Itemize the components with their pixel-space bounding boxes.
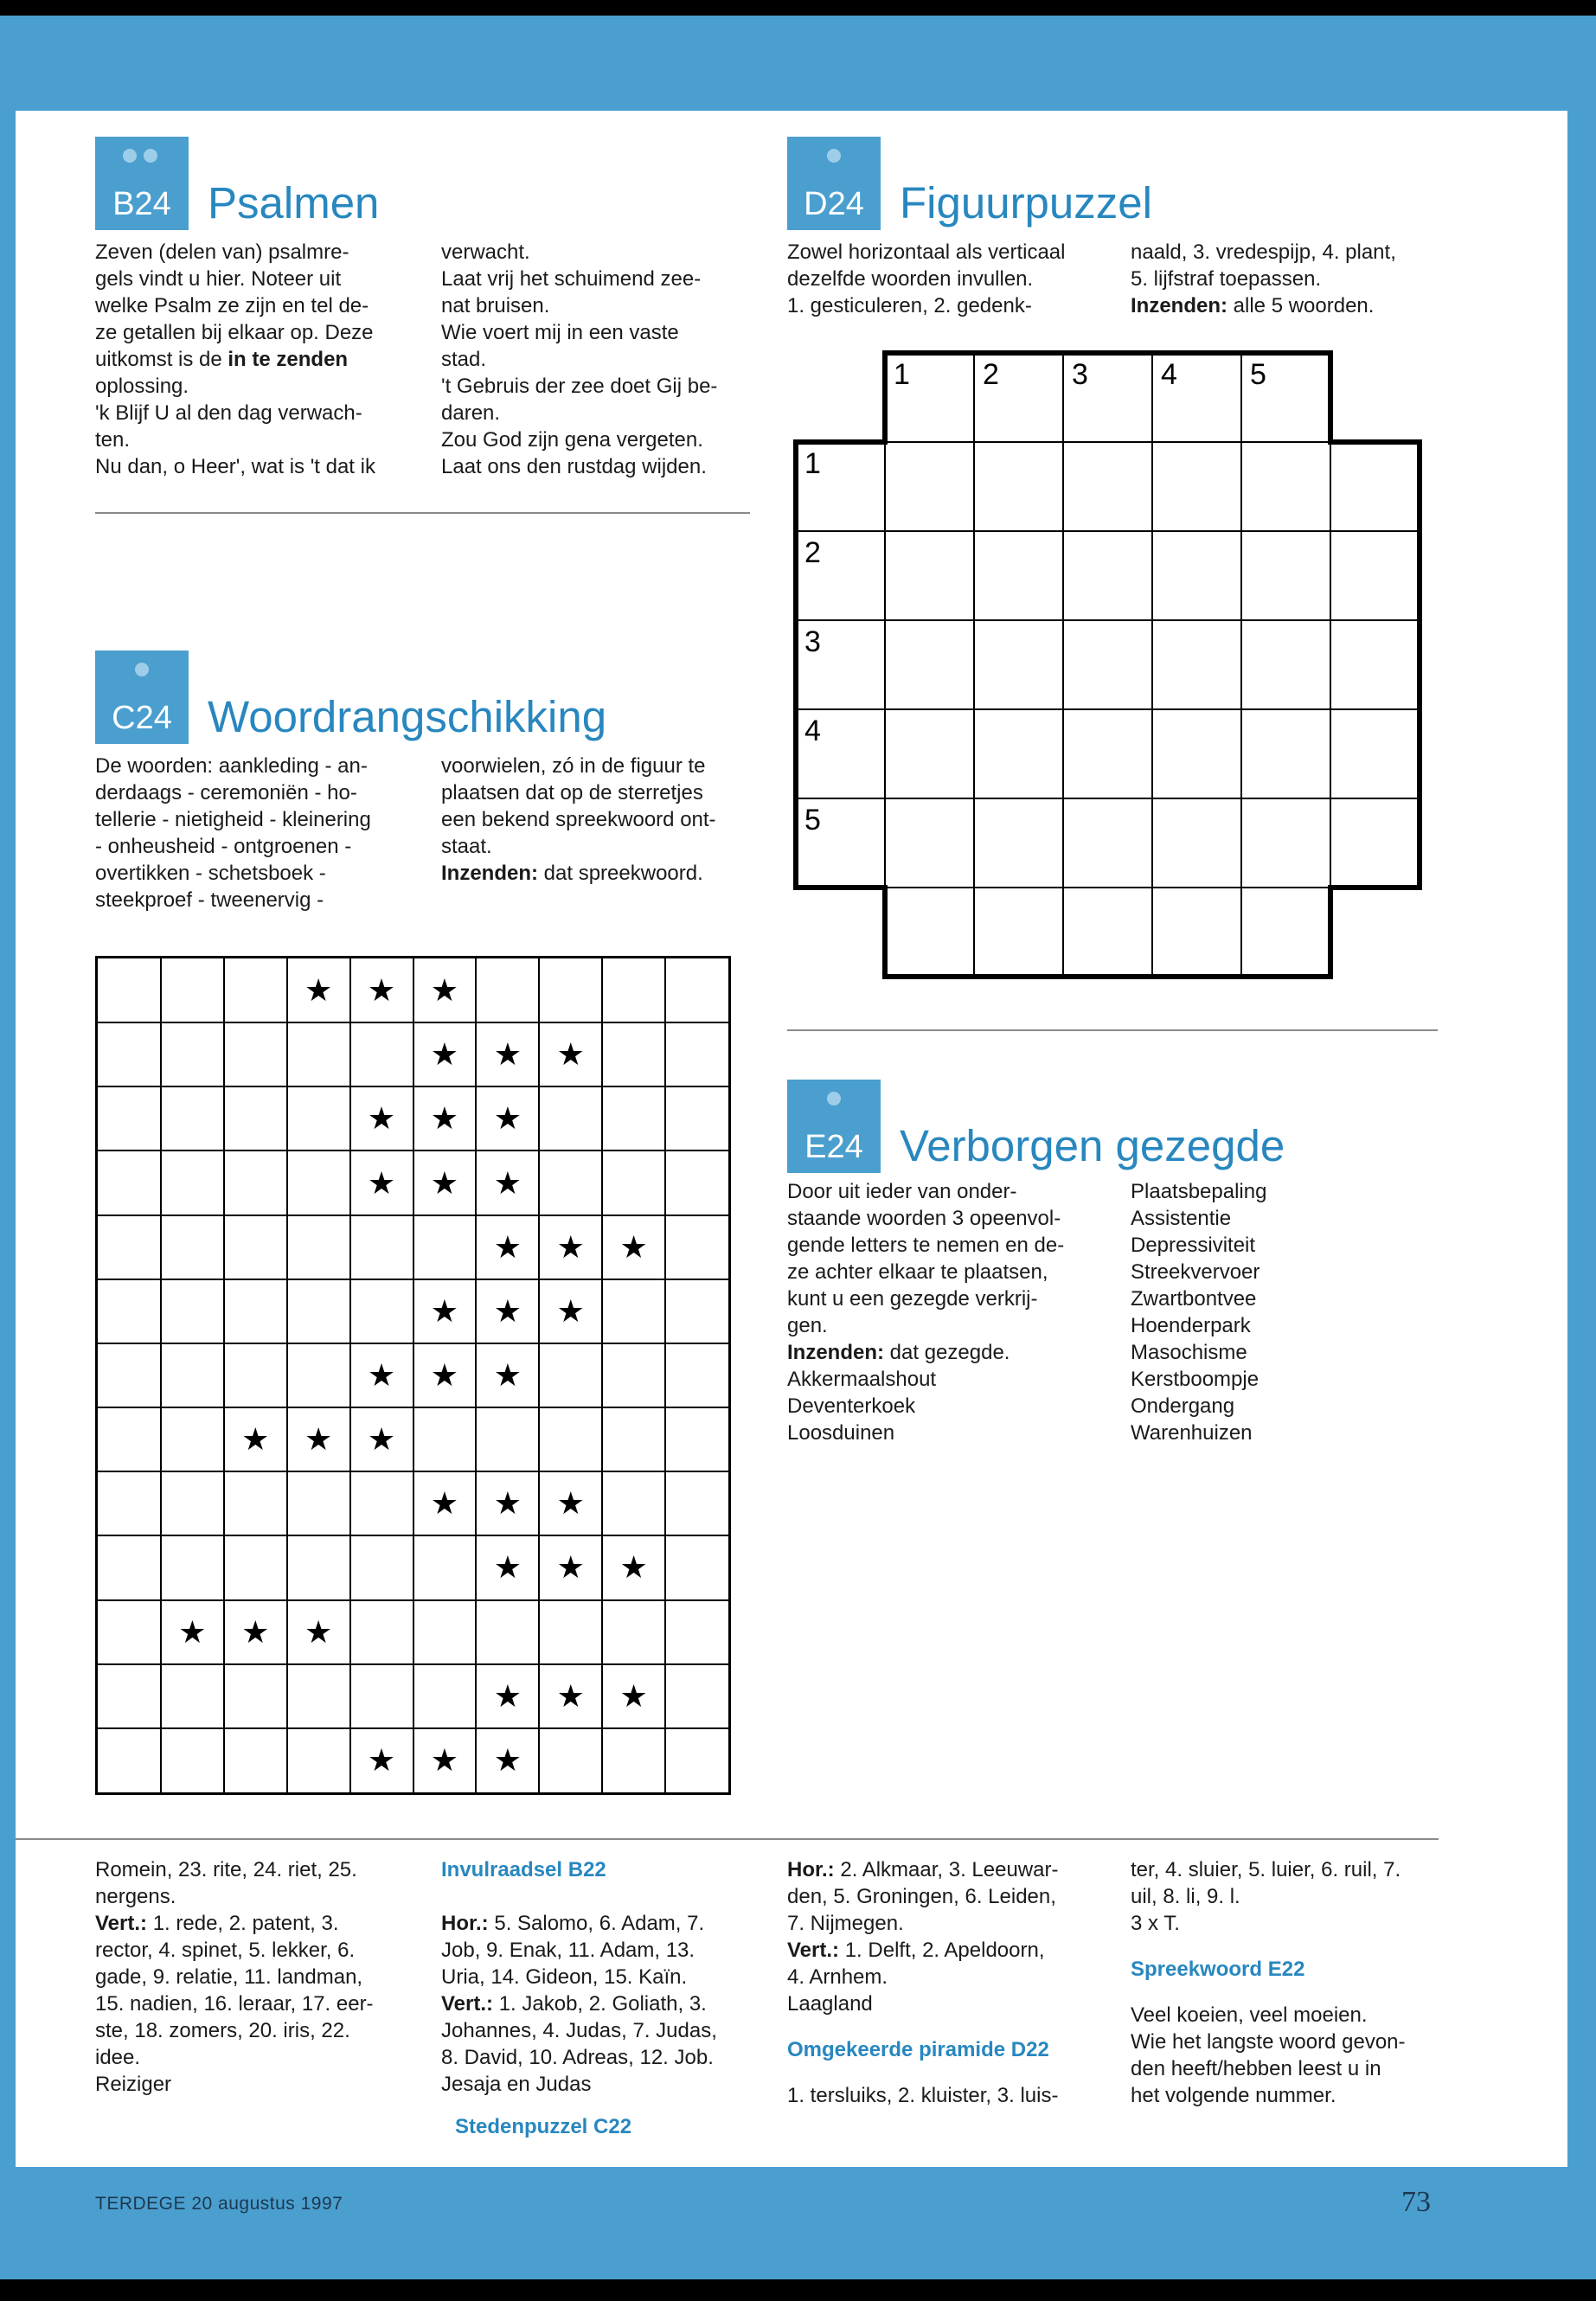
- grid-number: 3: [1072, 358, 1088, 391]
- grid-line: [98, 1215, 728, 1216]
- page-frame-top: [0, 0, 1596, 16]
- star-icon: ★: [430, 1292, 459, 1329]
- grid-border: [882, 350, 1333, 356]
- grid-cell[interactable]: [1330, 442, 1420, 531]
- grid-line: [160, 958, 162, 1792]
- grid-cell[interactable]: [1152, 888, 1241, 977]
- star-icon: ★: [619, 1677, 648, 1714]
- e24-word: Masochisme: [1131, 1341, 1247, 1364]
- grid-cell[interactable]: [1330, 709, 1420, 798]
- grid-border: [793, 885, 888, 890]
- solutions-col3: Hor.: 2. Alkmaar, 3. Leeuwar- den, 5. Groningen, 6. Leiden, 7. Nijmegen. Vert.: 1. Delft, 2. Apeldoorn, 4. Arnhem. Laagland Omgekeerde piramide D22 1. tersluiks, 2. kluister, 3. luis-: [787, 1856, 1125, 2109]
- solutions-col2: Invulraadsel B22 Hor.: 5. Salomo, 6. Adam, 7. Job, 9. Enak, 11. Adam, 13. Uria, 14. Gideon, 15. Kaïn. Vert.: 1. Jakob, 2. Goliath, 3. Johannes, 4. Judas, 7. Judas, 8. David, 10. Adreas, 12. Job. Jesaja en Judas Stedenpuzzel C22: [441, 1856, 761, 2140]
- c24-text-col1: De woorden: aankleding - an- derdaags - ceremoniën - ho- tellerie - nietigheid - kleinering - onheusheid - ontgroenen - overtikken - schetsboek - steekproef - tweenervig -: [95, 754, 371, 912]
- star-icon: ★: [367, 972, 396, 1009]
- grid-line: [286, 958, 288, 1792]
- grid-cell[interactable]: [974, 531, 1063, 620]
- star-icon: ★: [493, 1741, 522, 1778]
- solution-heading: Spreekwoord E22: [1131, 1958, 1305, 1981]
- star-icon: ★: [367, 1741, 396, 1778]
- d24-text-col1: Zowel horizontaal als verticaal dezelfde woorden invullen. 1. gesticuleren, 2. gedenk-: [787, 240, 1066, 317]
- e24-word: Zwartbontvee: [1131, 1287, 1257, 1311]
- grid-line: [98, 1086, 728, 1087]
- grid-border: [1328, 350, 1333, 445]
- grid-cell[interactable]: [1063, 531, 1152, 620]
- grid-line: [98, 1022, 728, 1023]
- grid-cell[interactable]: [1063, 798, 1152, 888]
- e24-word: Plaatsbepaling: [1131, 1180, 1267, 1203]
- star-icon: ★: [556, 1228, 585, 1265]
- grid-number: 2: [983, 358, 999, 391]
- grid-border: [793, 439, 798, 890]
- b24-text-col2: verwacht. Laat vrij het schuimend zee- nat bruisen. Wie voert mij in een vaste stad. 't Gebruis der zee doet Gij be- daren. Zou God zijn gena vergeten. Laat ons den rustdag wijden.: [441, 240, 718, 478]
- star-icon: ★: [430, 1485, 459, 1522]
- grid-cell[interactable]: [974, 442, 1063, 531]
- d24-header: [787, 137, 1152, 230]
- grid-cell[interactable]: [1241, 888, 1330, 977]
- grid-line: [223, 958, 225, 1792]
- grid-border: [793, 439, 888, 445]
- grid-cell[interactable]: [1152, 709, 1241, 798]
- e24-word: Warenhuizen: [1131, 1421, 1253, 1445]
- grid-number: 1: [804, 447, 821, 480]
- star-icon: ★: [493, 1292, 522, 1329]
- solution-heading: Stedenpuzzel C22: [455, 2115, 632, 2138]
- grid-number: 4: [804, 715, 821, 747]
- grid-line: [601, 958, 603, 1792]
- grid-number: 2: [804, 536, 821, 569]
- divider: [95, 512, 750, 514]
- solutions-col1: Romein, 23. rite, 24. riet, 25. nergens. Vert.: 1. rede, 2. patent, 3. rector, 4. spinet, 5. lekker, 6. gade, 9. relatie, 11. landman, 15. nadien, 16. leraar, 17. eer- ste, 18. zomers, 20. iris, 22. idee. Reiziger: [95, 1858, 374, 2096]
- grid-line: [98, 1279, 728, 1280]
- grid-border: [882, 885, 888, 979]
- e24-code-badge: E24: [787, 1080, 881, 1173]
- star-icon: ★: [367, 1421, 396, 1458]
- grid-cell[interactable]: [885, 798, 974, 888]
- e24-word: Kerstboompje: [1131, 1368, 1259, 1391]
- grid-line: [475, 958, 477, 1792]
- star-icon: ★: [556, 1036, 585, 1073]
- grid-cell[interactable]: [974, 709, 1063, 798]
- grid-cell[interactable]: [1063, 442, 1152, 531]
- star-icon: ★: [556, 1485, 585, 1522]
- page-band-right: [1567, 16, 1596, 2286]
- difficulty-dot-icon: [144, 149, 157, 163]
- star-icon: ★: [304, 972, 333, 1009]
- e24-header: [787, 1080, 1285, 1173]
- solution-heading: Omgekeerde piramide D22: [787, 2038, 1049, 2061]
- grid-line: [98, 1727, 728, 1729]
- c24-text-col2: voorwielen, zó in de figuur te plaatsen dat op de sterretjes een bekend spreekwoord ont- staat. Inzenden: dat spreekwoord.: [441, 754, 716, 885]
- grid-cell[interactable]: [1152, 531, 1241, 620]
- grid-number: 4: [1161, 358, 1177, 391]
- grid-border: [1417, 439, 1422, 890]
- star-icon: ★: [430, 1100, 459, 1137]
- grid-cell[interactable]: [1330, 531, 1420, 620]
- grid-cell[interactable]: [1063, 888, 1152, 977]
- c24-title: Woordrangschikking: [208, 692, 607, 741]
- grid-number: 5: [1250, 358, 1266, 391]
- grid-line: [98, 1343, 728, 1344]
- grid-line: [538, 958, 540, 1792]
- star-icon: ★: [619, 1228, 648, 1265]
- e24-title: Verborgen gezegde: [900, 1121, 1285, 1170]
- star-icon: ★: [241, 1421, 270, 1458]
- grid-cell[interactable]: [885, 888, 974, 977]
- grid-cell[interactable]: [1241, 798, 1330, 888]
- grid-cell[interactable]: [974, 888, 1063, 977]
- star-icon: ★: [556, 1677, 585, 1714]
- e24-word: Hoenderpark: [1131, 1314, 1251, 1337]
- star-icon: ★: [178, 1613, 207, 1650]
- difficulty-dot-icon: [827, 1092, 841, 1106]
- star-icon: ★: [493, 1036, 522, 1073]
- e24-text-col2: [1131, 1178, 1468, 1446]
- grid-cell[interactable]: [885, 531, 974, 620]
- grid-cell[interactable]: [1241, 442, 1330, 531]
- grid-line: [349, 958, 351, 1792]
- grid-cell[interactable]: [1063, 709, 1152, 798]
- d24-code-badge: D24: [787, 137, 881, 230]
- grid-line: [98, 1407, 728, 1408]
- star-icon: ★: [493, 1549, 522, 1586]
- grid-cell[interactable]: [1330, 798, 1420, 888]
- star-icon: ★: [556, 1549, 585, 1586]
- star-icon: ★: [430, 1357, 459, 1393]
- e24-word: Deventerkoek: [787, 1394, 916, 1418]
- star-icon: ★: [493, 1357, 522, 1393]
- grid-cell[interactable]: [885, 709, 974, 798]
- star-icon: ★: [493, 1228, 522, 1265]
- star-icon: ★: [556, 1292, 585, 1329]
- star-icon: ★: [430, 1036, 459, 1073]
- star-icon: ★: [367, 1357, 396, 1393]
- page-band-top: [0, 16, 1596, 111]
- star-icon: ★: [493, 1100, 522, 1137]
- difficulty-dot-icon: [123, 149, 137, 163]
- grid-cell[interactable]: [1152, 798, 1241, 888]
- c24-code-badge: C24: [95, 651, 189, 744]
- e24-word: Akkermaalshout: [787, 1368, 937, 1391]
- star-icon: ★: [367, 1100, 396, 1137]
- solution-heading: Invulraadsel B22: [441, 1858, 606, 1881]
- grid-cell[interactable]: [1241, 709, 1330, 798]
- star-icon: ★: [304, 1613, 333, 1650]
- grid-cell[interactable]: [1330, 620, 1420, 709]
- page-number: 73: [1401, 2186, 1431, 2218]
- footer-band: [0, 2167, 1596, 2279]
- grid-line: [664, 958, 666, 1792]
- b24-header: [95, 137, 379, 230]
- grid-line: [98, 1150, 728, 1151]
- grid-border: [1328, 885, 1422, 890]
- divider: [787, 1029, 1438, 1031]
- grid-border: [1328, 439, 1422, 445]
- star-icon: ★: [367, 1164, 396, 1201]
- grid-border: [1328, 885, 1333, 979]
- grid-number: 3: [804, 625, 821, 658]
- star-icon: ★: [304, 1421, 333, 1458]
- e24-word: Assistentie: [1131, 1207, 1232, 1230]
- b24-text-col1: Zeven (delen van) psalmre- gels vindt u hier. Noteer uit welke Psalm ze zijn en tel de- ze getallen bij elkaar op. Deze uitkomst is de in te zenden oplossing. 'k Blijf U al den dag verwach- ten. Nu dan, o Heer', wat is 't dat ik: [95, 240, 375, 478]
- grid-cell[interactable]: [1152, 620, 1241, 709]
- d24-title: Figuurpuzzel: [900, 178, 1152, 228]
- d24-text-col2: naald, 3. vredespijp, 4. plant, 5. lijfstraf toepassen. Inzenden: alle 5 woorden.: [1131, 240, 1396, 317]
- grid-line: [98, 1599, 728, 1601]
- c24-header: [95, 651, 606, 744]
- grid-cell[interactable]: [974, 620, 1063, 709]
- grid-line: [413, 958, 414, 1792]
- grid-cell[interactable]: [885, 442, 974, 531]
- c24-word-grid[interactable]: [95, 956, 731, 1795]
- e24-word: Loosduinen: [787, 1421, 895, 1445]
- e24-word: Depressiviteit: [1131, 1234, 1256, 1257]
- difficulty-dot-icon: [135, 663, 149, 676]
- star-icon: ★: [493, 1485, 522, 1522]
- divider: [16, 1838, 1439, 1840]
- grid-border: [882, 974, 1333, 979]
- e24-word: Ondergang: [1131, 1394, 1235, 1418]
- grid-number: 1: [894, 358, 910, 391]
- grid-cell[interactable]: [1241, 531, 1330, 620]
- e24-word: Streekvervoer: [1131, 1260, 1260, 1284]
- grid-line: [98, 1663, 728, 1665]
- grid-line: [98, 1535, 728, 1536]
- solutions-col4: ter, 4. sluier, 5. luier, 6. ruil, 7. uil, 8. li, 9. l. 3 x T. Spreekwoord E22 Veel koeien, veel moeien. Wie het langste woord gevon- den heeft/hebben leest u in het volgende nummer.: [1131, 1856, 1468, 2109]
- star-icon: ★: [430, 1164, 459, 1201]
- grid-cell[interactable]: [885, 620, 974, 709]
- page-band-left: [0, 16, 16, 2286]
- difficulty-dot-icon: [827, 149, 841, 163]
- grid-line: [98, 1471, 728, 1472]
- footer-magazine-date: TERDEGE 20 augustus 1997: [95, 2194, 343, 2214]
- star-icon: ★: [493, 1164, 522, 1201]
- b24-title: Psalmen: [208, 178, 380, 228]
- star-icon: ★: [619, 1549, 648, 1586]
- star-icon: ★: [493, 1677, 522, 1714]
- grid-cell[interactable]: [1241, 620, 1330, 709]
- grid-number: 5: [804, 804, 821, 836]
- star-icon: ★: [430, 972, 459, 1009]
- star-icon: ★: [430, 1741, 459, 1778]
- b24-code-badge: B24: [95, 137, 189, 230]
- grid-cell[interactable]: [974, 798, 1063, 888]
- grid-cell[interactable]: [1063, 620, 1152, 709]
- grid-border: [882, 350, 888, 445]
- e24-text-col1: Door uit ieder van onder- staande woorden 3 opeenvol- gende letters te nemen en de- ze achter elkaar te plaatsen, kunt u een gezegde verkrij- gen. Inzenden: dat gezegde. Akkermaalshout Deventerkoek Loosduinen: [787, 1178, 1125, 1446]
- grid-cell[interactable]: [1152, 442, 1241, 531]
- star-icon: ★: [241, 1613, 270, 1650]
- page-frame-bottom: [0, 2279, 1596, 2301]
